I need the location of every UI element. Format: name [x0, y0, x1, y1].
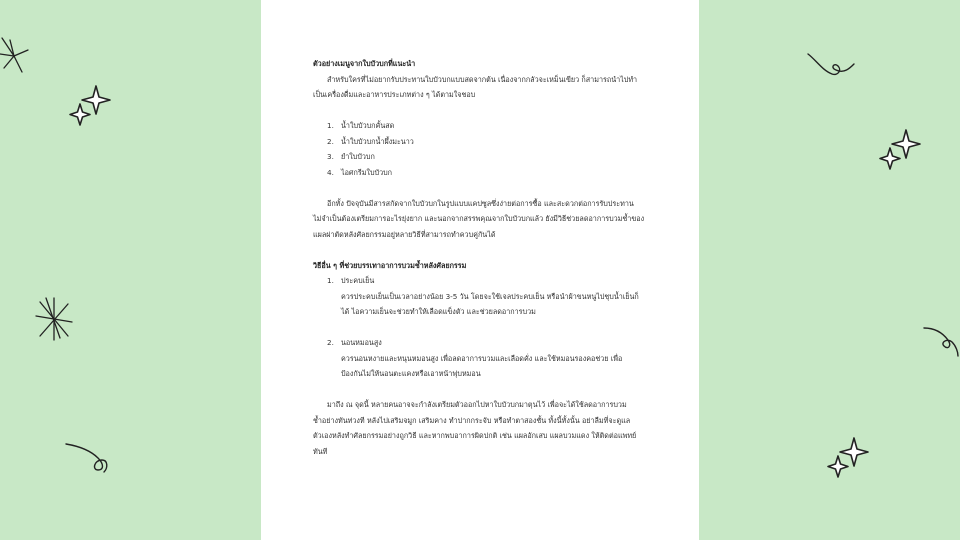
- list-item-text: ยำใบบัวบก: [341, 152, 375, 161]
- paragraph-line: อีกทั้ง ปัจจุบันมีสารสกัดจากใบบัวบกในรูปแบบแคปซูลซึ่งง่ายต่อการซื้อ และสะดวกต่อการรับประทาน: [327, 198, 634, 208]
- swirl-icon: [806, 50, 856, 86]
- document-content: [313, 56, 648, 459]
- list-number: 3.: [327, 152, 334, 161]
- list-item: [313, 149, 648, 165]
- list-item: [313, 165, 648, 181]
- list-item: [313, 118, 648, 134]
- list-item-title: ประคบเย็น: [341, 276, 375, 285]
- list-item-detail: ควรนอนหงายและหนุนหมอนสูง เพื่อลดอาการบวมและเลือดคั่ง และใช้หมอนรองคอช่วย เพื่อ: [341, 353, 623, 363]
- section-heading: วิธีอื่น ๆ ที่ช่วยบรรเทาอาการบวมช้ำหลังศัลยกรรม: [313, 260, 467, 270]
- list-item: [313, 134, 648, 150]
- list-item-text: น้ำใบบัวบกคั้นสด: [341, 121, 395, 130]
- paragraph-line: ช้ำอย่างทันท่วงที หลังไปเสริมจมูก เสริมคาง ทำปากกระจับ หรือทำตาสองชั้น ทั้งนี้ทั้งนั้น อย่าลืมที่จะดูแล: [313, 415, 631, 425]
- paragraph-line: ไม่จำเป็นต้องเตรียมการอะไรยุ่งยาก และนอกจากสรรพคุณจากใบบัวบกแล้ว ยังมีวิธีช่วยลดอาการบวมช้ำของ: [313, 214, 645, 223]
- list-number: 2.: [327, 338, 334, 347]
- list-number: 1.: [327, 121, 334, 130]
- list-item: [313, 273, 648, 289]
- list-item-text: ไอศกรีมใบบัวบก: [341, 167, 393, 177]
- sparkle-icon: [826, 436, 872, 484]
- swirl-icon: [64, 436, 116, 476]
- paragraph-line: ทันที: [313, 446, 328, 456]
- list-item-text: น้ำใบบัวบกน้ำผึ้งมะนาว: [341, 136, 414, 146]
- list-item-detail: ป้องกันไม่ให้นอนตะแคงหรือเอาหน้าฟุบหมอน: [341, 369, 481, 378]
- list-item: [313, 335, 648, 351]
- starburst-icon: [0, 36, 32, 76]
- document-page: [261, 0, 699, 540]
- sparkle-icon: [68, 84, 114, 132]
- sparkle-icon: [878, 128, 924, 176]
- paragraph-line: สำหรับใครที่ไม่อยากรับประทานใบบัวบกแบบสดจากต้น เนื่องจากกลัวจะเหม็นเขียว ก็สามารถนำไปทำ: [327, 74, 638, 84]
- paragraph-line: ตัวเองหลังทำศัลยกรรมอย่างถูกวิธี และหากพบอาการผิดปกติ เช่น แผลอักเสบ แผลบวมแดง ให้ติดต่อแพทย์: [313, 431, 637, 440]
- paragraph-line: มาถึง ณ จุดนี้ หลายคนอาจจะกำลังเตรียมตัวออกไปหาใบบัวบกมาตุนไว้ เพื่อจะได้ใช้ลดอาการบวม: [327, 400, 627, 409]
- list-item-detail: ได้ ไอความเย็นจะช่วยทำให้เลือดแข็งตัว และช่วยลดอาการบวม: [341, 307, 536, 316]
- list-number: 1.: [327, 276, 334, 285]
- list-item-title: นอนหมอนสูง: [341, 338, 382, 347]
- menu-list: [313, 118, 648, 180]
- starburst-icon: [34, 296, 74, 342]
- section-heading: ตัวอย่างเมนูจากใบบัวบกที่แนะนำ: [313, 59, 416, 68]
- paragraph-line: แผลผ่าตัดหลังศัลยกรรมอยู่หลายวิธีที่สามารถทำควบคู่กันได้: [313, 229, 496, 239]
- list-number: 2.: [327, 136, 334, 146]
- list-item-detail: ควรประคบเย็นเป็นเวลาอย่างน้อย 3-5 วัน โดยจะใช้เจลประคบเย็น หรือนำผ้าขนหนูไปชุบน้ำเย็นก็: [341, 291, 639, 301]
- list-number: 4.: [327, 167, 334, 177]
- paragraph-line: เป็นเครื่องดื่มและอาหารประเภทต่าง ๆ ได้ตามใจชอบ: [313, 90, 476, 99]
- swirl-icon: [922, 322, 960, 358]
